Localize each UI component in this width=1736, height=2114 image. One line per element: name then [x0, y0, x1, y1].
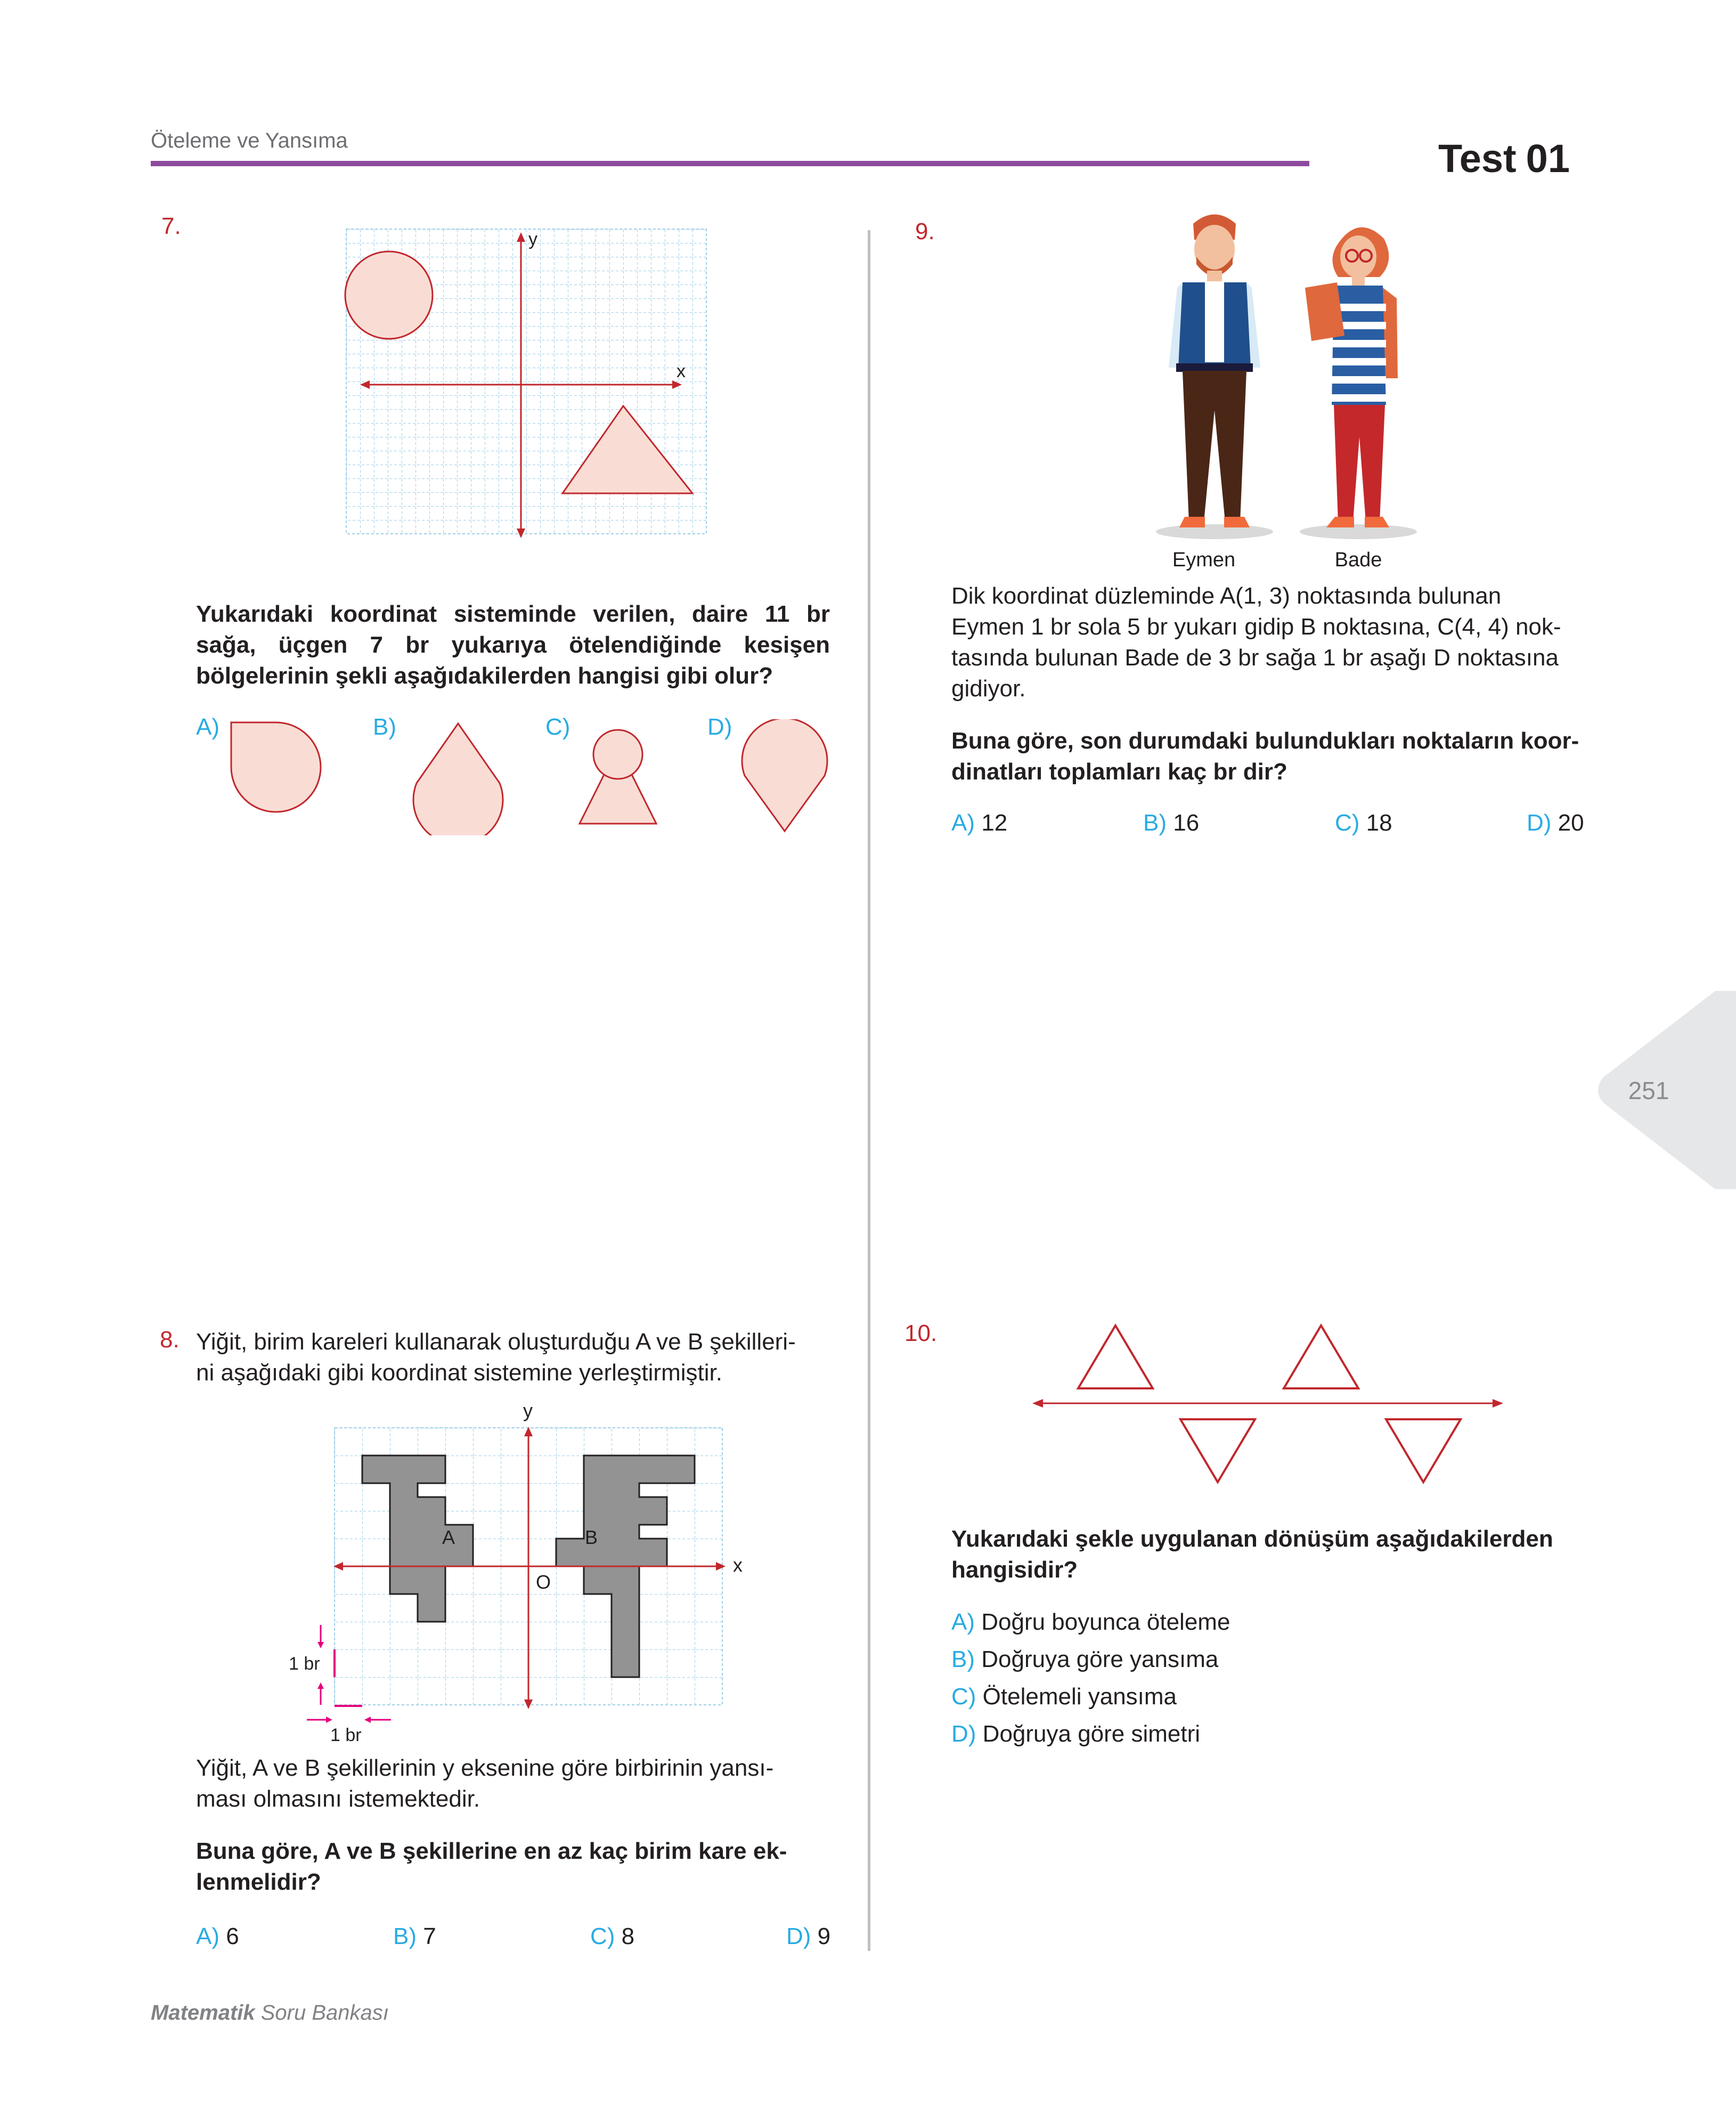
q10-triangle-up-2: [1284, 1326, 1358, 1388]
q8-unit-vertical-label: 1 br: [289, 1654, 320, 1674]
q7-option-d[interactable]: D): [707, 714, 732, 740]
q10-option-b[interactable]: B) Doğruya göre yansıma: [951, 1646, 1219, 1672]
q10-triangle-down-1: [1180, 1419, 1255, 1482]
q9-text: Dik koordinat düzleminde A(1, 3) noktasında bulunan Eymen 1 br sola 5 br yukarı gidip B noktasına, C(4, 4) nok- tasında bulunan Bade de 3 br sağa 1 br aşağı D noktasına gidiyor.: [951, 583, 1561, 702]
q10-number: 10.: [904, 1320, 938, 1346]
q7-axis-y-label: y: [528, 229, 537, 249]
q10-question: Yukarıdaki şekle uygulanan dönüşüm aşağıdakilerden hangisidir?: [951, 1526, 1553, 1583]
q8-question: Buna göre, A ve B şekillerine en az kaç birim kare ek- lenmelidir?: [196, 1838, 787, 1895]
q7-coordinate-grid: [336, 224, 708, 543]
q7-number: 7.: [161, 213, 181, 239]
q7-question: Yukarıdaki koordinat sisteminde verilen, daire 11 br sağa, üçgen 7 br yukarıya ötelendiğinde kesişen bölgelerinin şekli aşağıdakilerden hangisi gibi olur?: [196, 601, 830, 689]
header-rule: [151, 161, 1309, 166]
q9-option-b[interactable]: B) 16: [1143, 810, 1200, 836]
quarter-square-circle-shape: [228, 719, 324, 815]
q9-option-d[interactable]: D) 20: [1527, 810, 1584, 836]
q8-option-b[interactable]: B) 7: [393, 1923, 436, 1949]
q10-glide-reflection-figure: [1028, 1316, 1507, 1492]
q8-origin-label: O: [536, 1571, 551, 1593]
q10-option-a[interactable]: A) Doğru boyunca öteleme: [951, 1609, 1230, 1635]
q8-option-c[interactable]: C) 8: [590, 1923, 635, 1949]
q8-shape-b-label: B: [585, 1526, 598, 1548]
bade-figure: [1305, 227, 1398, 527]
q8-option-d[interactable]: D) 9: [786, 1923, 831, 1949]
footer-brand: Matematik Soru Bankası: [151, 2001, 389, 2024]
q9-question: Buna göre, son durumdaki bulundukları noktaların koor- dinatları toplamları kaç br dir?: [951, 728, 1579, 785]
q8-option-a[interactable]: A) 6: [196, 1923, 239, 1949]
q8-axis-y-label: y: [523, 1400, 533, 1421]
q9-illustration: [1145, 208, 1422, 549]
q8-intro: Yiğit, birim kareleri kullanarak oluşturduğu A ve B şekilleri- ni aşağıdaki gibi koordinat sistemine yerleştirmiştir.: [196, 1329, 796, 1386]
q9-option-c[interactable]: C) 18: [1335, 810, 1392, 836]
q8-coordinate-grid: [277, 1396, 756, 1747]
q7-axis-x-label: x: [677, 361, 686, 381]
q7-option-b[interactable]: B): [373, 714, 396, 740]
q10-triangle-up-1: [1078, 1326, 1153, 1388]
test-word: Test: [1438, 136, 1517, 181]
q8-text: Yiğit, A ve B şekillerinin y eksenine göre birbirinin yansı- ması olmasını istemektedir.: [196, 1755, 774, 1812]
page-number: 251: [1628, 1077, 1669, 1104]
q10-option-c[interactable]: C) Ötelemeli yansıma: [951, 1684, 1177, 1710]
test-number: 01: [1526, 136, 1570, 181]
q7-option-c[interactable]: C): [545, 714, 570, 740]
q9-label-bade: Bade: [1334, 549, 1382, 571]
q8-number: 8.: [160, 1327, 180, 1353]
teardrop-shape: [405, 720, 511, 835]
q10-option-d[interactable]: D) Doğruya göre simetri: [951, 1721, 1201, 1747]
eymen-figure: [1169, 215, 1260, 528]
q8-axis-x-label: x: [733, 1554, 743, 1576]
q8-unit-horizontal-label: 1 br: [330, 1725, 362, 1745]
q7-option-a[interactable]: A): [196, 714, 219, 740]
column-divider: [868, 230, 870, 1951]
circle-on-trapezoid-shape: [574, 728, 663, 827]
q9-label-eymen: Eymen: [1172, 549, 1236, 571]
inverted-teardrop-shape: [739, 719, 830, 834]
q7-circle: [345, 251, 433, 339]
q10-triangle-down-2: [1386, 1419, 1461, 1482]
q9-option-a[interactable]: A) 12: [951, 810, 1008, 836]
section-title: Öteleme ve Yansıma: [151, 129, 348, 152]
test-label: [1438, 136, 1570, 181]
q8-shape-a-label: A: [442, 1526, 455, 1548]
q9-number: 9.: [915, 218, 935, 245]
